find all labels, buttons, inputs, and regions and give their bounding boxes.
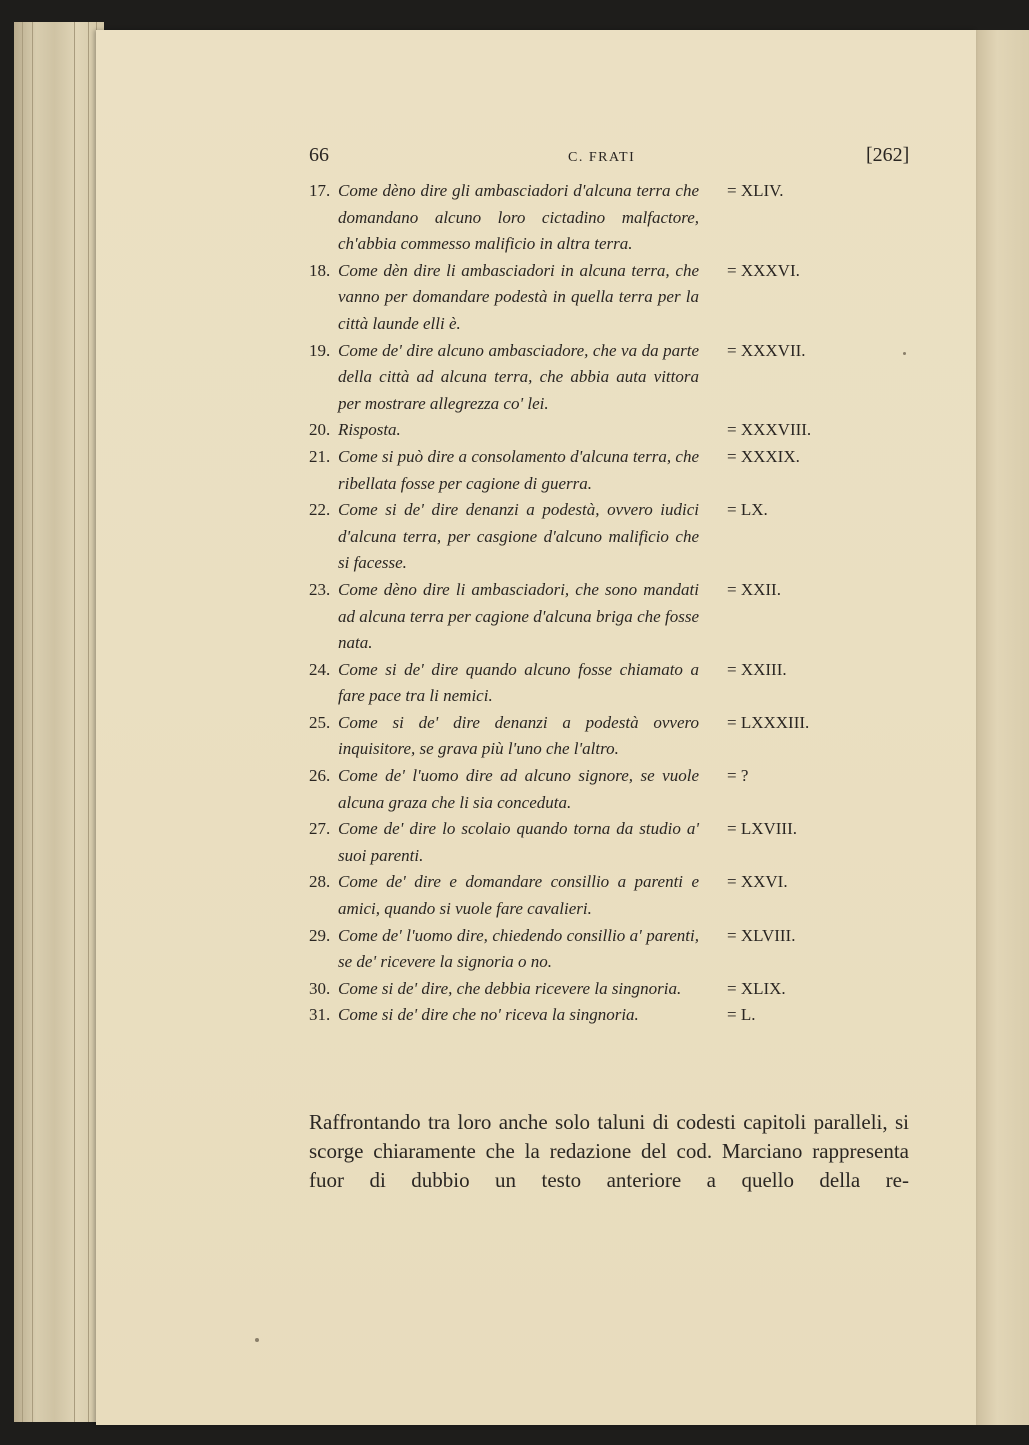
entry-number: 22. <box>309 500 331 520</box>
entry-reference: = XLIV. <box>727 181 784 200</box>
entry-number: 25. <box>309 712 331 732</box>
entry-text: Come si de' dire, che debbia ricevere la singnoria. <box>338 978 682 998</box>
entry-reference: = LX. <box>727 500 768 520</box>
entry-text: Come si può dire a consolamento d'alcuna terra, che ribellata fosse per cagione di guerra. <box>338 446 699 493</box>
entry-number: 27. <box>309 819 331 839</box>
list-item <box>309 338 869 418</box>
body-paragraph: Raffrontando tra loro anche solo taluni di codesti capitoli paralleli, si scorge chiaramente che la redazione del cod. Marciano rappresenta fuor di dubbio un testo anteriore a quello della re- <box>309 1110 909 1192</box>
entry-number: 28. <box>309 872 331 892</box>
entry-text: Come si de' dire denanzi a podestà ovvero inquisitore, se grava più l'uno che l'altro. <box>338 712 699 759</box>
page-number: 66 <box>309 144 329 166</box>
entry-reference: = XXXVI. <box>727 260 800 280</box>
entry-text: Come de' dire e domandare consillio a parenti e amici, quando si vuole fare cavalieri. <box>338 872 699 919</box>
entry-text: Come dèno dire gli ambasciadori d'alcuna terra che domandano alcuno loro cictadino malfactore, ch'abbia commesso malificio in altra terra. <box>338 181 699 254</box>
list-item <box>309 577 869 657</box>
list-item <box>309 976 869 1003</box>
entry-reference: = ? <box>727 766 749 786</box>
paper-speck <box>903 352 906 355</box>
entry-number: 26. <box>309 766 331 786</box>
list-item <box>309 444 869 497</box>
running-title: C. FRATI <box>568 150 636 165</box>
entry-number: 18. <box>309 260 331 280</box>
entry-reference: = XXXVIII. <box>727 420 812 440</box>
entry-reference: = L. <box>727 1005 756 1025</box>
entry-reference: = XXIII. <box>727 659 787 679</box>
entry-text: Come de' dire alcuno ambasciadore, che va da parte della città ad alcuna terra, che abbia auta vittora per mostrare allegrezza co' lei. <box>338 340 699 413</box>
entry-text: Come de' l'uomo dire, chiedendo consillio a' parenti, se de' ricevere la signoria o no. <box>338 925 699 972</box>
entry-number: 19. <box>309 340 331 360</box>
entry-reference: = XLIX. <box>727 978 786 998</box>
entry-text: Come si de' dire quando alcuno fosse chiamato a fare pace tra li nemici. <box>338 659 699 706</box>
list-item <box>309 710 869 763</box>
entry-text: Risposta. <box>338 420 401 440</box>
entry-reference: = XXVI. <box>727 872 788 892</box>
entry-reference: = XXII. <box>727 579 781 599</box>
list-item <box>309 816 869 869</box>
entry-number: 17. <box>309 181 331 200</box>
entry-text: Come si de' dire che no' riceva la singnoria. <box>338 1005 639 1025</box>
entry-text: Come de' dire lo scolaio quando torna da studio a' suoi parenti. <box>338 819 699 865</box>
entry-number: 23. <box>309 579 331 599</box>
entry-text: Come dèn dire li ambasciadori in alcuna terra, che vanno per domandare podestà in quella terra per la città launde elli è. <box>338 260 699 333</box>
entry-text: Come si de' dire denanzi a podestà, ovvero iudici d'alcuna terra, per casgione d'alcuno malificio che si facesse. <box>338 500 699 573</box>
list-item <box>309 657 869 710</box>
entry-reference: = XXXIX. <box>727 446 800 466</box>
entry-number: 29. <box>309 925 331 945</box>
entry-reference: = XLVIII. <box>727 925 796 945</box>
entry-reference: = LXVIII. <box>727 819 798 839</box>
entry-number: 30. <box>309 978 331 998</box>
entry-reference: = XXXVII. <box>727 340 806 360</box>
list-item <box>309 923 869 976</box>
entry-text: Come de' l'uomo dire ad alcuno signore, se vuole alcuna graza che li sia conceduta. <box>338 766 699 812</box>
entry-reference: = LXXXIII. <box>727 712 810 732</box>
entry-number: 31. <box>309 1005 331 1025</box>
list-item <box>309 869 869 922</box>
list-item <box>309 763 869 816</box>
list-item <box>309 178 869 258</box>
entry-number: 20. <box>309 420 331 440</box>
page-stack-edge <box>14 22 104 1422</box>
section-number: [262] <box>866 144 910 166</box>
list-item <box>309 258 869 338</box>
chapter-concordance-list <box>309 178 869 1029</box>
list-item <box>309 1002 869 1029</box>
facing-page-edge <box>976 30 1029 1425</box>
entry-number: 21. <box>309 446 331 466</box>
entry-number: 24. <box>309 659 331 679</box>
entry-text: Come dèno dire li ambasciadori, che sono mandati ad alcuna terra per cagione d'alcuna briga che fosse nata. <box>338 579 699 653</box>
list-item <box>309 497 869 577</box>
list-item <box>309 417 869 444</box>
paper-speck <box>255 1338 259 1342</box>
